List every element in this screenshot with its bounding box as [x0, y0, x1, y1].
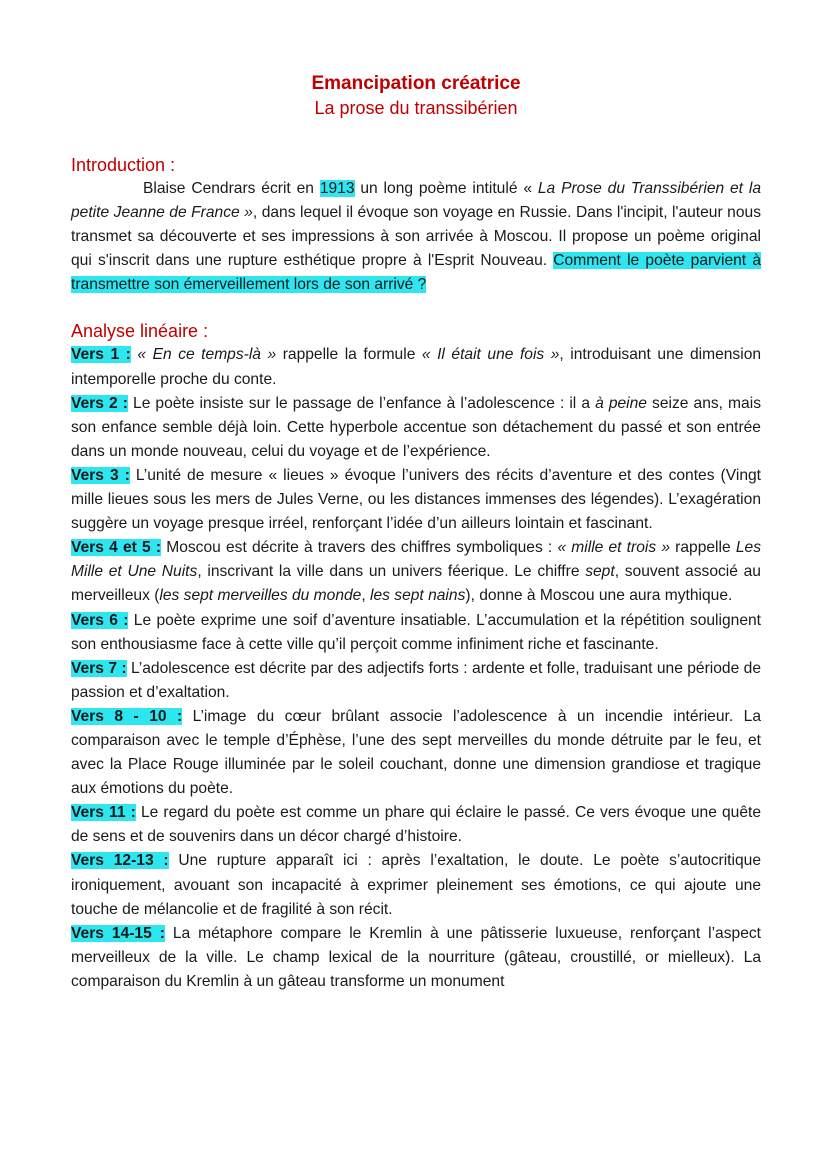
verse-label: Vers 8 - 10 : [71, 707, 183, 725]
verse-analysis-1 [71, 343, 761, 391]
analysis-text: Le poète exprime une soif d’aventure insatiable. L’accumulation et la répétition soulignent son enthousiasme face à cette ville qu’il perçoit comme infiniment riche et fascinante. [71, 611, 762, 653]
analysis-text: , introduisant une dimension intemporelle proche du conte. [71, 346, 762, 388]
document-subtitle: La prose du transsibérien [314, 98, 518, 118]
analysis-text: L’image du cœur brûlant associe l’adolescence à un incendie intérieur. La comparaison avec le temple d’Éphèse, l’une des sept merveilles du monde détruite par le feu, et avec la Place Rouge illuminée par le soleil couchant, donne une dimension grandiose et tragique aux émotions du poète. [71, 707, 761, 798]
verse-label: Vers 4 et 5 : [71, 539, 162, 557]
intro-text: un long poème intitulé « [354, 180, 538, 197]
analysis-text: ), donne à Moscou une aura mythique. [465, 587, 733, 605]
verse-label: Vers 3 : [71, 466, 130, 484]
analysis-text: rappelle la formule [276, 346, 422, 364]
quote: à peine [595, 394, 647, 412]
verse-analysis-11 [71, 801, 761, 849]
verse-analysis-12-13 [71, 849, 761, 921]
highlighted-year: 1913 [319, 180, 355, 197]
verse-analysis-14-15 [71, 922, 761, 994]
quote: les sept merveilles du monde [159, 587, 362, 605]
analysis-text: L’unité de mesure « lieues » évoque l’univers des récits d’aventure et des contes (Vingt mille lieues sous les mers de Jules Verne, ou les distances immenses des légendes). L’exagération suggère un voyage presque irréel, renforçant l’idée d’un ailleurs lointain et fascinant. [71, 466, 761, 533]
analysis-text: rappelle [670, 539, 736, 557]
verse-analysis-2 [71, 392, 761, 464]
quote: « mille et trois » [557, 539, 670, 557]
analysis-text: L’adolescence est décrite par des adjectifs forts : ardente et folle, traduisant une période de passion et d’exaltation. [71, 659, 762, 701]
quote: « Il était une fois » [421, 346, 560, 364]
document-page [71, 72, 761, 994]
intro-text: , dans lequel il évoque son voyage en Russie. Dans l'incipit, l'auteur nous transmet sa découverte et ses impressions à son arrivée à Moscou. Il propose un poème original qui s'inscrit dans une rupture esthétique propre à l'Esprit Nouveau. [71, 204, 761, 270]
verse-analysis-6 [71, 609, 761, 657]
analysis-text: , souvent associé au merveilleux ( [71, 563, 761, 605]
analysis-text: Une rupture apparaît ici : après l’exaltation, le doute. Le poète s’autocritique ironiquement, avouant son incapacité à exprimer pleinement ses émotions, ce qui ajoute une touche de mélancolie et de fragilité à son récit. [71, 852, 761, 918]
introduction-paragraph [71, 177, 761, 297]
verse-label: Vers 1 : [71, 346, 131, 364]
verse-label: Vers 6 : [71, 611, 129, 629]
verse-analysis-8-10 [71, 705, 761, 801]
problematic-question: Comment le poète parvient à transmettre son émerveillement lors de son arrivé ? [71, 252, 761, 294]
intro-text: Blaise Cendrars écrit en [143, 180, 320, 197]
analysis-text: Le regard du poète est comme un phare qui éclaire le passé. Ce vers évoque une quête de sens et de souvenirs dans un décor chargé d’histoire. [71, 804, 761, 846]
verse-label: Vers 11 : [71, 804, 136, 822]
quote: « En ce temps-là » [137, 346, 277, 364]
verse-label: Vers 7 : [71, 659, 127, 677]
analysis-heading: Analyse linéaire : [71, 321, 209, 342]
analysis-text: Le poète insiste sur le passage de l’enfance à l’adolescence : il a [127, 394, 596, 412]
work-title: La Prose du Transsibérien et la petite Jeanne de France » [71, 180, 761, 222]
verse-label: Vers 12-13 : [71, 852, 169, 870]
verse-analysis-4-5 [71, 536, 761, 608]
quote: Les Mille et Une Nuits [71, 539, 761, 581]
verse-analysis-3 [71, 464, 761, 536]
introduction-heading: Introduction : [71, 155, 176, 175]
analysis-text: seize ans, mais son enfance semble déjà loin. Cette hyperbole accentue son détachement du passé et son entrée dans un monde nouveau, celui du voyage et de l’expérience. [71, 394, 761, 460]
document-title: Emancipation créatrice [311, 73, 521, 94]
quote: sept [585, 563, 615, 581]
analysis-text: La métaphore compare le Kremlin à une pâtisserie luxueuse, renforçant l’aspect merveilleux de la ville. Le champ lexical de la nourriture (gâteau, croustillé, or mielleux). La comparaison du Kremlin à un gâteau transforme un monument [71, 924, 761, 990]
analysis-text: , inscrivant la ville dans un univers féerique. Le chiffre [197, 563, 586, 581]
verse-analysis-7 [71, 657, 761, 705]
verse-label: Vers 14-15 : [71, 924, 165, 942]
quote: les sept nains [370, 587, 466, 605]
analysis-text: , [361, 587, 371, 605]
verse-label: Vers 2 : [71, 394, 128, 412]
analysis-text: Moscou est décrite à travers des chiffres symboliques : [161, 539, 558, 557]
